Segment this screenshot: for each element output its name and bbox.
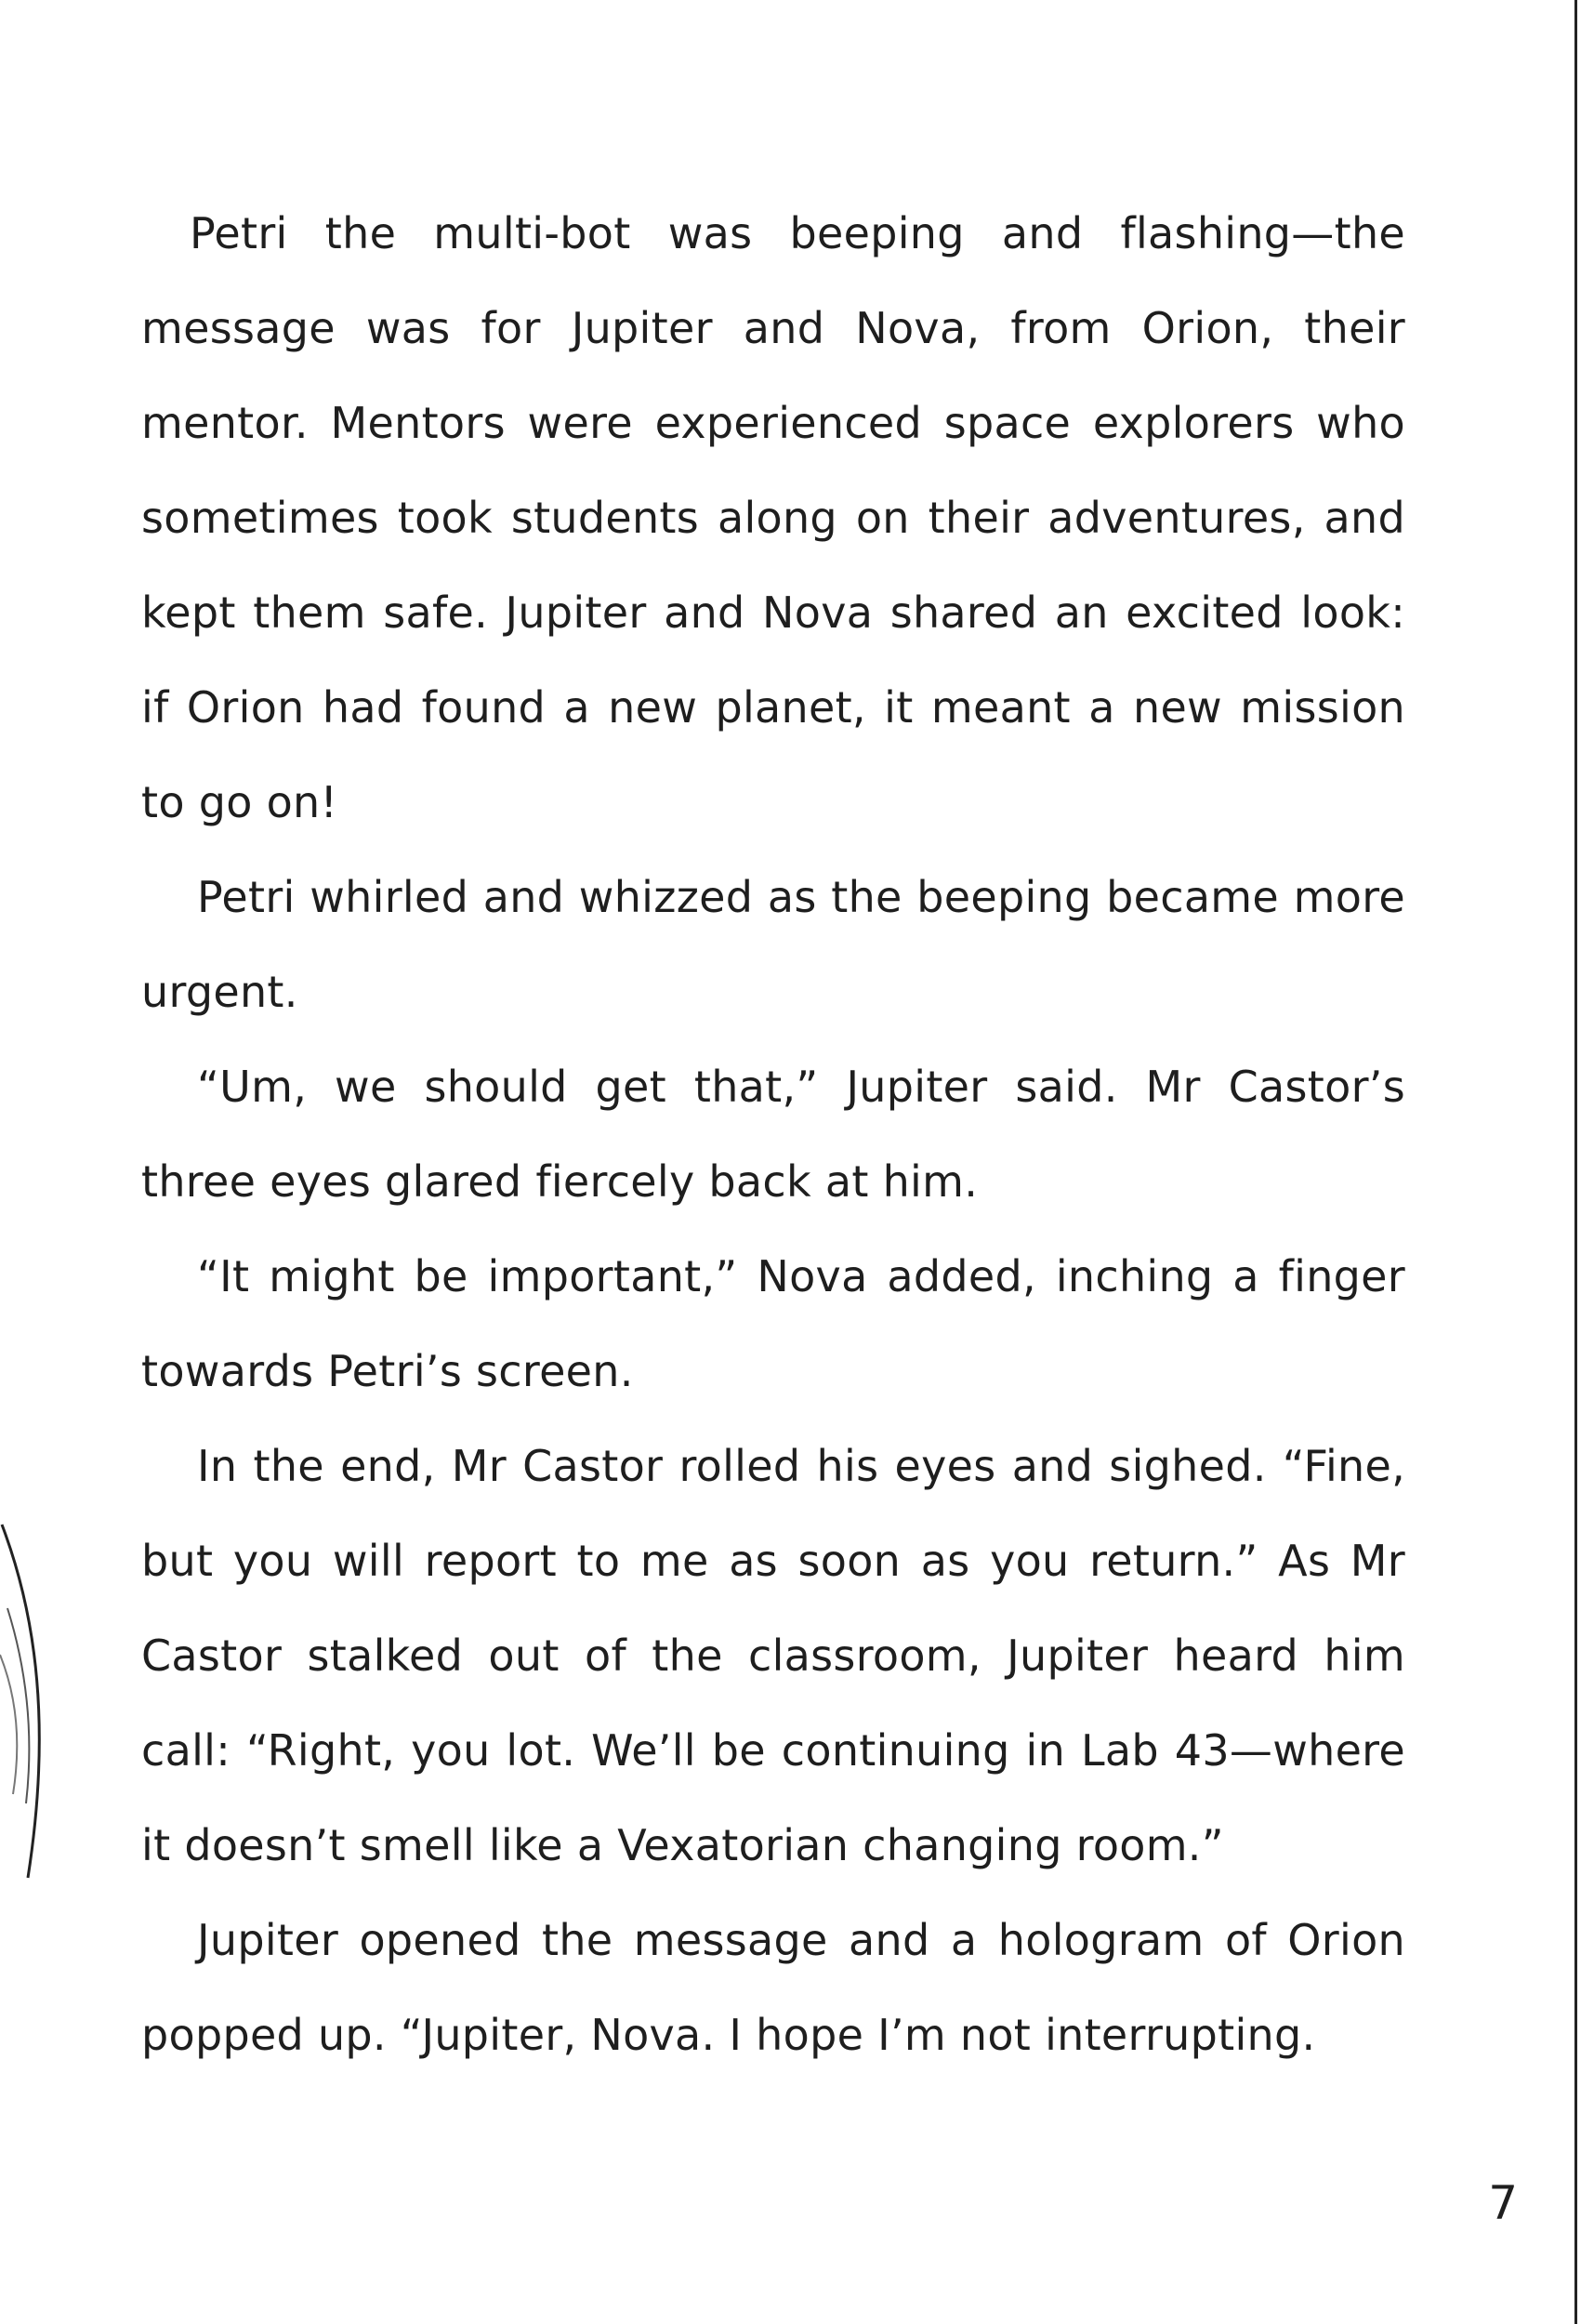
paragraph-2: Petri whirled and whizzed as the beeping became more urgent. xyxy=(141,872,1405,1017)
story-text xyxy=(141,186,1405,2082)
paragraph-3: “Um, we should get that,” Jupiter said. Mr Castor’s three eyes glared fiercely back at him. xyxy=(141,1062,1405,1207)
paragraph-5: In the end, Mr Castor rolled his eyes and sighed. “Fine, but you will report to me as soon as you return.” As Mr Castor stalked out of the classroom, Jupiter heard him call: “Right, you lot. We’ll be continuing in Lab 43—where it doesn’t smell like a Vexatorian changing room.” xyxy=(141,1441,1405,1870)
page-edge-line xyxy=(1574,0,1577,2324)
paragraph-4: “It might be important,” Nova added, inching a finger towards Petri’s screen. xyxy=(141,1251,1405,1396)
page-number: 7 xyxy=(1488,2176,1518,2230)
paragraph-6: Jupiter opened the message and a hologram of Orion popped up. “Jupiter, Nova. I hope I’m not interrupting. xyxy=(141,1915,1405,2060)
paragraph-1: Petri the multi-bot was beeping and flashing—the message was for Jupiter and Nova, from Orion, their mentor. Mentors were experienced space explorers who sometimes took students along on their adventures, and kept them safe. Jupiter and Nova shared an excited look: if Orion had found a new planet, it meant a new mission to go on! xyxy=(141,208,1405,827)
book-spine-curves xyxy=(0,1487,65,1934)
